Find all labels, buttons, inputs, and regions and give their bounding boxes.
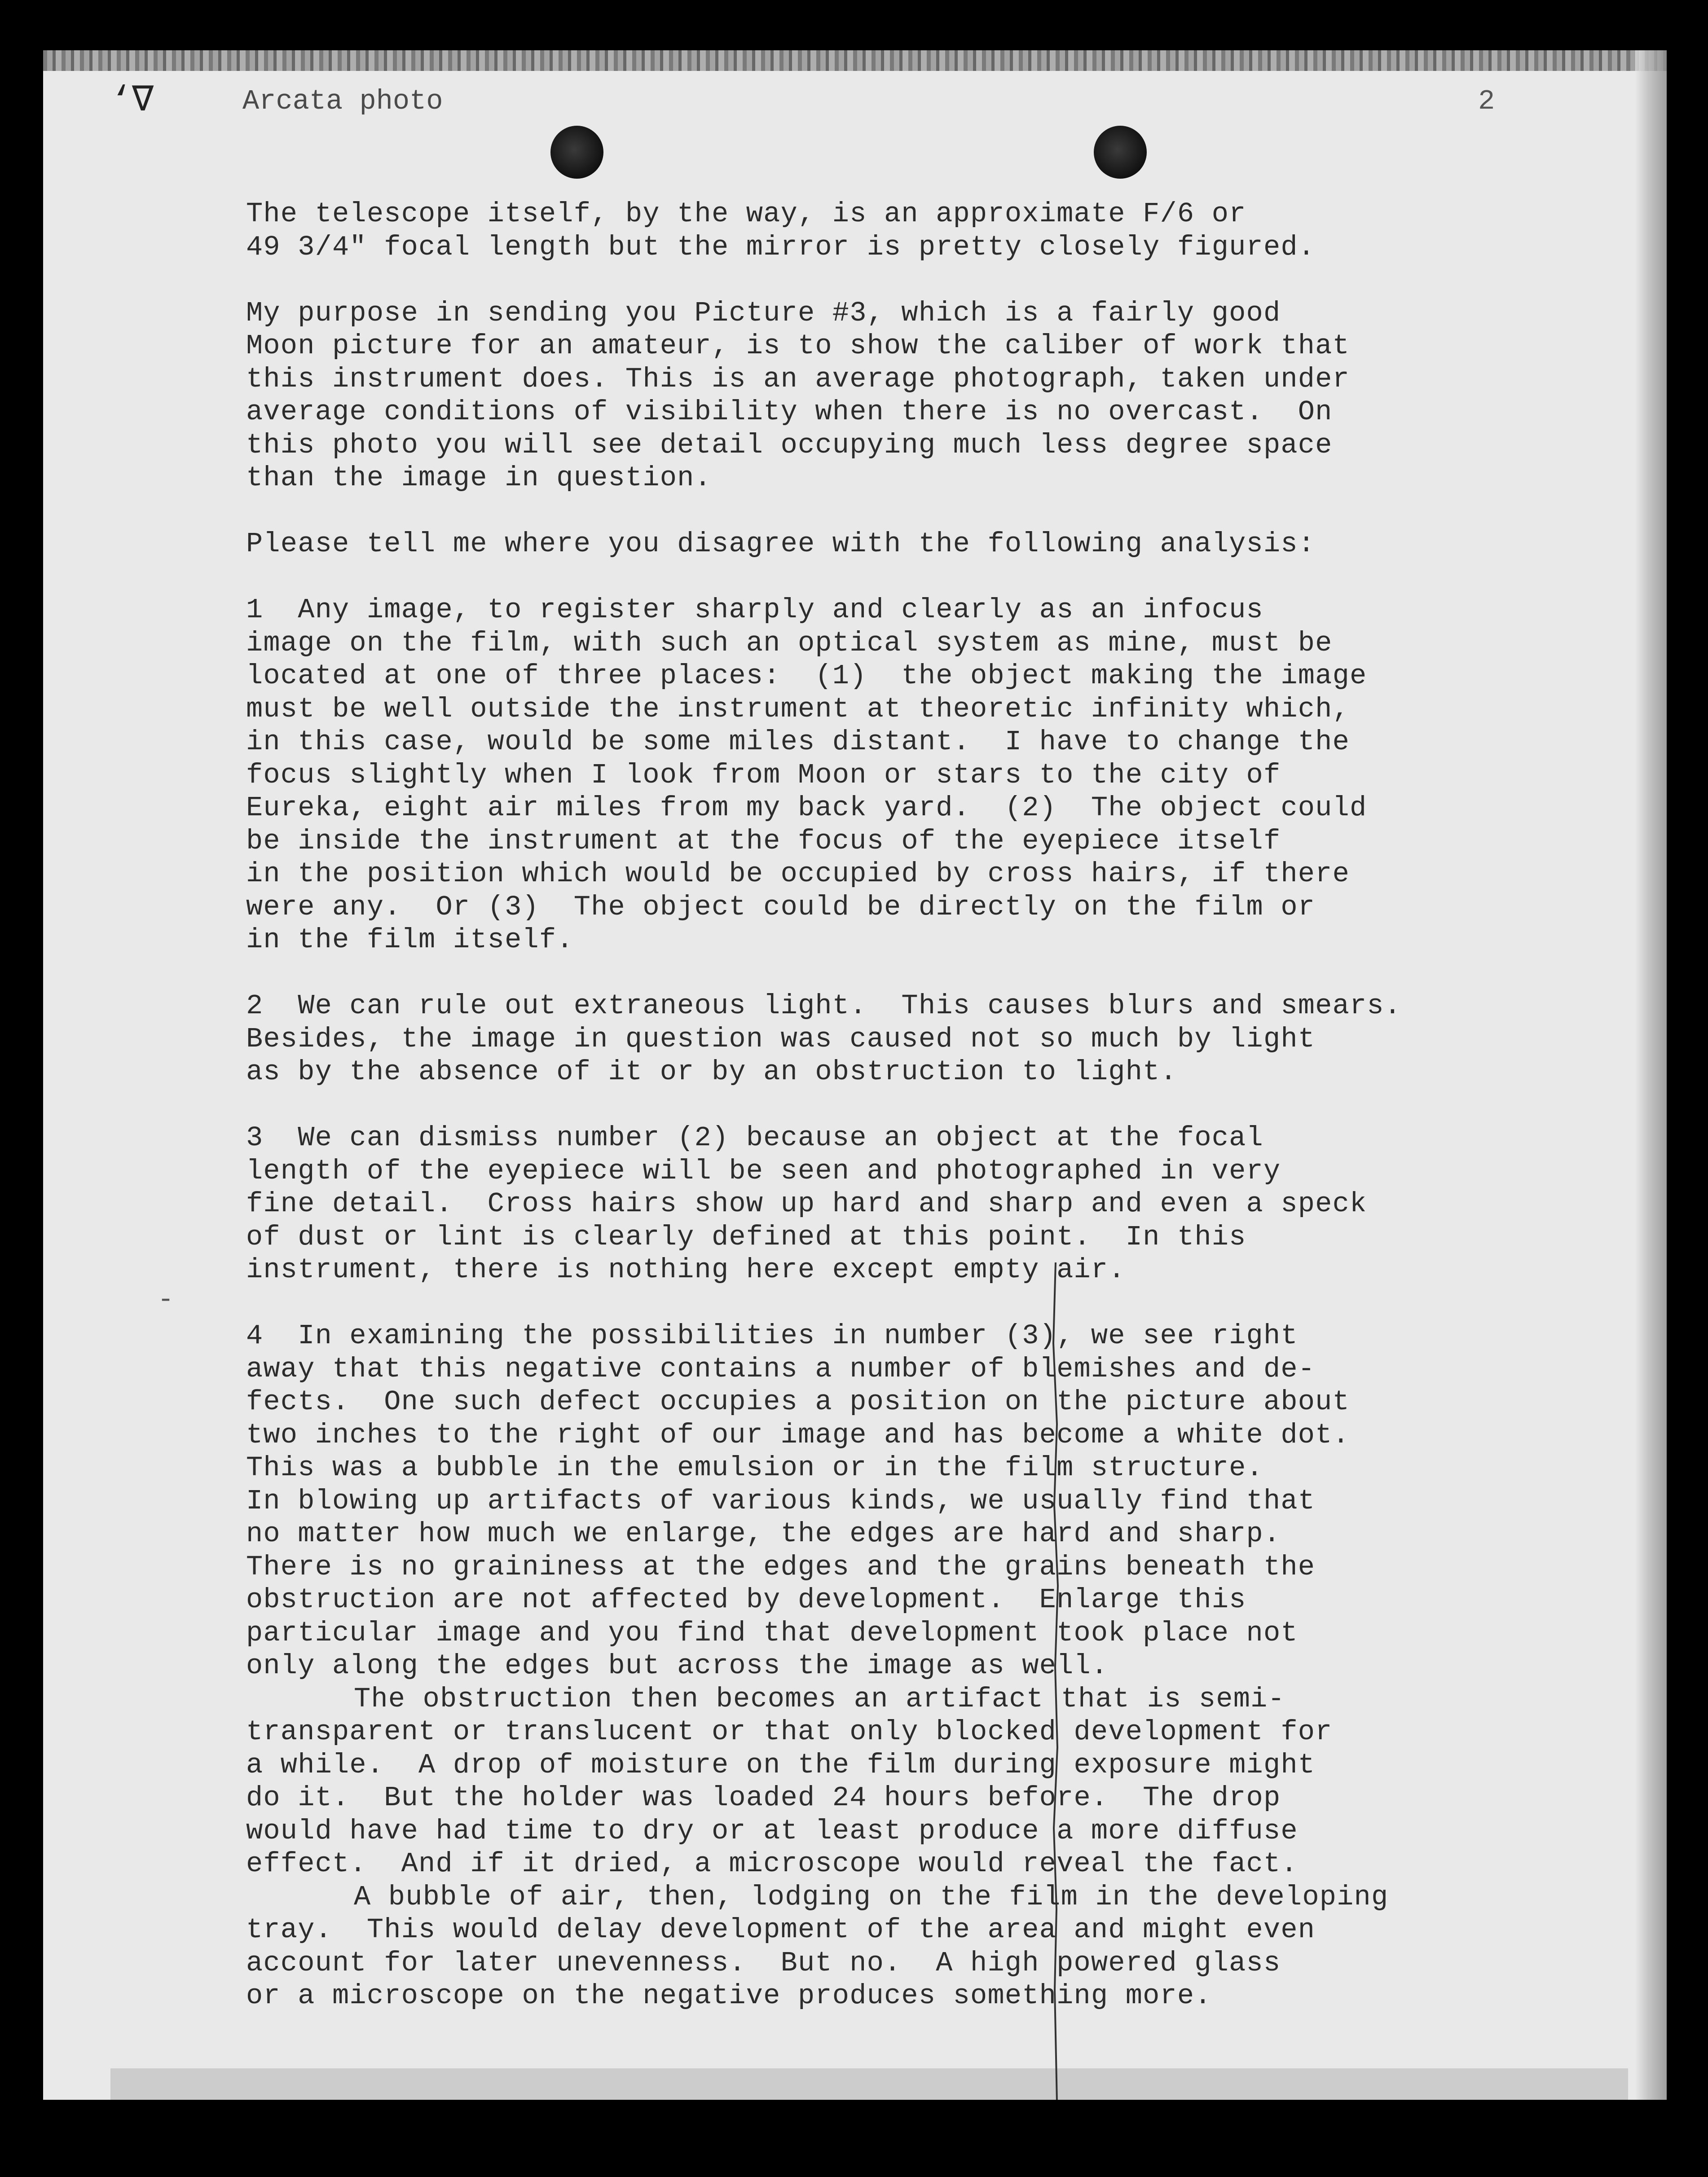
paragraph xyxy=(246,594,1607,957)
text-line: 3 We can dismiss number (2) because an object at the focal xyxy=(246,1122,1263,1154)
paragraph xyxy=(246,1683,1607,1881)
paragraph-gap xyxy=(246,561,1607,594)
paragraph-gap xyxy=(246,957,1607,990)
text-line: tray. This would delay development of the area and might even xyxy=(246,1914,1316,1946)
paragraph xyxy=(246,528,1607,561)
text-line: 49 3/4" focal length but the mirror is pretty closely figured. xyxy=(246,231,1316,263)
text-line: be inside the instrument at the focus of the eyepiece itself xyxy=(246,825,1281,857)
paragraph-gap xyxy=(246,264,1607,297)
text-line: length of the eyepiece will be seen and photographed in very xyxy=(246,1155,1281,1187)
document-page xyxy=(43,50,1667,2100)
punch-hole-right xyxy=(1094,126,1147,179)
text-line: Besides, the image in question was caused not so much by light xyxy=(246,1023,1316,1055)
text-line: account for later unevenness. But no. A high powered glass xyxy=(246,1947,1281,1979)
text-line: average conditions of visibility when there is no overcast. On xyxy=(246,396,1333,428)
torn-top-edge xyxy=(43,50,1667,71)
paragraph xyxy=(246,198,1607,264)
text-line: must be well outside the instrument at theoretic infinity which, xyxy=(246,693,1350,725)
text-line: in the film itself. xyxy=(246,924,574,956)
text-line: Moon picture for an amateur, is to show the caliber of work that xyxy=(246,330,1350,362)
text-line: located at one of three places: (1) the object making the image xyxy=(246,660,1367,692)
text-line: no matter how much we enlarge, the edges are hard and sharp. xyxy=(246,1518,1281,1550)
margin-mark-top: ‘∇ xyxy=(110,81,154,122)
text-line: away that this negative contains a number of blemishes and de- xyxy=(246,1353,1316,1385)
text-line: 4 In examining the possibilities in number (3), we see right xyxy=(246,1320,1298,1352)
page-header xyxy=(43,77,1667,131)
text-line: obstruction are not affected by development. Enlarge this xyxy=(246,1584,1246,1616)
text-line: particular image and you find that development took place not xyxy=(246,1617,1298,1649)
margin-mark-arrow: - xyxy=(158,1285,174,1315)
text-line: as by the absence of it or by an obstruction to light. xyxy=(246,1056,1177,1088)
text-line: The obstruction then becomes an artifact that is semi- xyxy=(354,1683,1285,1715)
paragraph xyxy=(246,297,1607,495)
paragraph-gap xyxy=(246,1089,1607,1122)
paragraph xyxy=(246,1121,1607,1287)
text-line: than the image in question. xyxy=(246,462,712,494)
header-title: Arcata photo xyxy=(242,85,443,117)
text-line: There is no graininess at the edges and the grains beneath the xyxy=(246,1551,1316,1583)
text-line: 1 Any image, to register sharply and clearly as an infocus xyxy=(246,594,1263,626)
text-line: instrument, there is nothing here except empty air. xyxy=(246,1254,1126,1286)
text-line: two inches to the right of our image and has become a white dot. xyxy=(246,1419,1350,1451)
text-line: focus slightly when I look from Moon or stars to the city of xyxy=(246,759,1281,791)
text-line: In blowing up artifacts of various kinds, we usually find that xyxy=(246,1485,1316,1517)
text-line: Eureka, eight air miles from my back yard. (2) The object could xyxy=(246,792,1367,824)
text-line: do it. But the holder was loaded 24 hours before. The drop xyxy=(246,1782,1281,1814)
paragraph-gap xyxy=(246,495,1607,528)
paragraph xyxy=(246,1319,1607,1683)
bottom-edge-shadow xyxy=(110,2068,1628,2100)
text-line: 2 We can rule out extraneous light. This causes blurs and smears. xyxy=(246,990,1402,1022)
text-line: this instrument does. This is an average photograph, taken under xyxy=(246,363,1350,395)
paragraph xyxy=(246,990,1607,1089)
text-line: image on the film, with such an optical system as mine, must be xyxy=(246,627,1333,659)
text-line: in the position which would be occupied by cross hairs, if there xyxy=(246,858,1350,890)
typed-letter-body xyxy=(246,198,1607,2013)
paragraph-gap xyxy=(246,1287,1607,1320)
right-edge-shadow xyxy=(1635,50,1667,2100)
text-line: fine detail. Cross hairs show up hard and sharp and even a speck xyxy=(246,1188,1367,1220)
text-line: transparent or translucent or that only blocked development for xyxy=(246,1716,1333,1748)
punch-hole-left xyxy=(550,126,603,179)
text-line: This was a bubble in the emulsion or in the film structure. xyxy=(246,1452,1263,1484)
text-line: Please tell me where you disagree with the following analysis: xyxy=(246,528,1316,560)
paragraph xyxy=(246,1881,1607,2013)
text-line: fects. One such defect occupies a position on the picture about xyxy=(246,1386,1350,1418)
text-line: would have had time to dry or at least produce a more diffuse xyxy=(246,1815,1298,1847)
text-line: effect. And if it dried, a microscope would reveal the fact. xyxy=(246,1848,1298,1880)
text-line: in this case, would be some miles distant. I have to change the xyxy=(246,726,1350,758)
text-line: My purpose in sending you Picture #3, which is a fairly good xyxy=(246,297,1281,329)
text-line: of dust or lint is clearly defined at this point. In this xyxy=(246,1221,1246,1253)
text-line: a while. A drop of moisture on the film during exposure might xyxy=(246,1749,1316,1781)
text-line: The telescope itself, by the way, is an approximate F/6 or xyxy=(246,198,1246,230)
text-line: or a microscope on the negative produces something more. xyxy=(246,1980,1212,2012)
text-line: were any. Or (3) The object could be directly on the film or xyxy=(246,891,1316,923)
text-line: this photo you will see detail occupying much less degree space xyxy=(246,429,1333,461)
text-line: A bubble of air, then, lodging on the film in the developing xyxy=(354,1881,1389,1913)
page-number: 2 xyxy=(1478,85,1495,117)
text-line: only along the edges but across the image as well. xyxy=(246,1650,1109,1682)
